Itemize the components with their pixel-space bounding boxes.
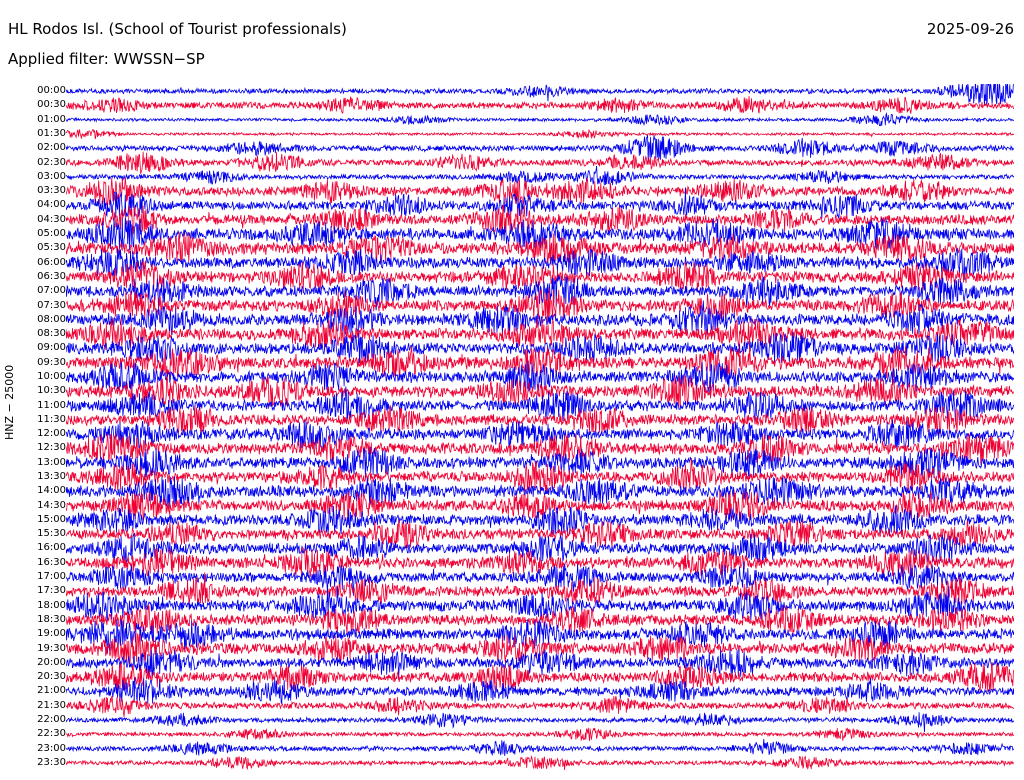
time-tick-label: 20:00	[37, 656, 66, 668]
time-tick-label: 22:30	[37, 728, 66, 740]
time-tick-label: 21:30	[37, 699, 66, 711]
date-label: 2025-09-26	[926, 20, 1014, 38]
time-tick-label: 09:30	[37, 356, 66, 368]
time-tick-label: 05:30	[37, 242, 66, 254]
time-tick-label: 04:30	[37, 213, 66, 225]
time-tick-label: 18:00	[37, 599, 66, 611]
time-tick-label: 01:00	[37, 113, 66, 125]
y-axis-label-text: HNZ − 25000	[3, 364, 16, 440]
time-tick-label: 23:00	[37, 742, 66, 754]
time-tick-label: 20:30	[37, 671, 66, 683]
filter-label: Applied filter: WWSSN−SP	[8, 50, 205, 68]
chart-header	[0, 0, 1024, 76]
time-tick-label: 18:30	[37, 613, 66, 625]
time-tick-label: 19:00	[37, 628, 66, 640]
time-tick-label: 13:00	[37, 456, 66, 468]
time-tick-label: 16:30	[37, 556, 66, 568]
time-tick-label: 10:00	[37, 370, 66, 382]
trace-0230	[66, 152, 1014, 174]
trace-2200	[66, 712, 1014, 732]
time-tick-label: 00:30	[37, 99, 66, 111]
trace-1330	[66, 458, 1014, 494]
trace-0200	[66, 135, 1014, 163]
time-tick-label: 17:00	[37, 571, 66, 583]
time-tick-label: 04:00	[37, 199, 66, 211]
time-tick-label: 15:00	[37, 513, 66, 525]
time-tick-label: 16:00	[37, 542, 66, 554]
time-tick-label: 00:00	[37, 85, 66, 97]
seismogram-traces	[66, 84, 1014, 770]
time-tick-label: 11:00	[37, 399, 66, 411]
page-title: HL Rodos Isl. (School of Tourist professionals)	[8, 20, 347, 38]
trace-2130	[66, 696, 1014, 717]
time-tick-label: 05:00	[37, 228, 66, 240]
time-tick-label: 12:30	[37, 442, 66, 454]
time-tick-label: 19:30	[37, 642, 66, 654]
time-tick-label: 07:30	[37, 299, 66, 311]
time-tick-label: 17:30	[37, 585, 66, 597]
time-tick-label: 14:30	[37, 499, 66, 511]
time-tick-label: 10:30	[37, 385, 66, 397]
time-tick-label: 08:00	[37, 313, 66, 325]
trace-0130	[66, 130, 1014, 139]
time-tick-label: 22:00	[37, 713, 66, 725]
time-tick-label: 14:00	[37, 485, 66, 497]
time-tick-label: 23:30	[37, 756, 66, 768]
trace-0100	[66, 114, 1014, 126]
trace-0030	[66, 96, 1014, 114]
time-tick-label: 11:30	[37, 413, 66, 425]
time-tick-label: 02:00	[37, 142, 66, 154]
trace-2100	[66, 678, 1014, 704]
helicorder-plot	[66, 84, 1014, 770]
time-tick-label: 03:00	[37, 170, 66, 182]
time-tick-label: 06:30	[37, 270, 66, 282]
time-tick-label: 13:30	[37, 471, 66, 483]
time-tick-label: 21:00	[37, 685, 66, 697]
trace-2300	[66, 739, 1014, 756]
trace-2330	[66, 756, 1014, 770]
trace-0300	[66, 166, 1014, 186]
time-tick-label: 09:00	[37, 342, 66, 354]
time-tick-label: 02:30	[37, 156, 66, 168]
trace-2230	[66, 728, 1014, 741]
time-tick-label: 15:30	[37, 528, 66, 540]
time-tick-label: 12:00	[37, 428, 66, 440]
time-axis	[22, 84, 66, 770]
time-tick-label: 08:30	[37, 328, 66, 340]
time-tick-label: 03:30	[37, 185, 66, 197]
time-tick-label: 07:00	[37, 285, 66, 297]
time-tick-label: 01:30	[37, 128, 66, 140]
time-tick-label: 06:00	[37, 256, 66, 268]
